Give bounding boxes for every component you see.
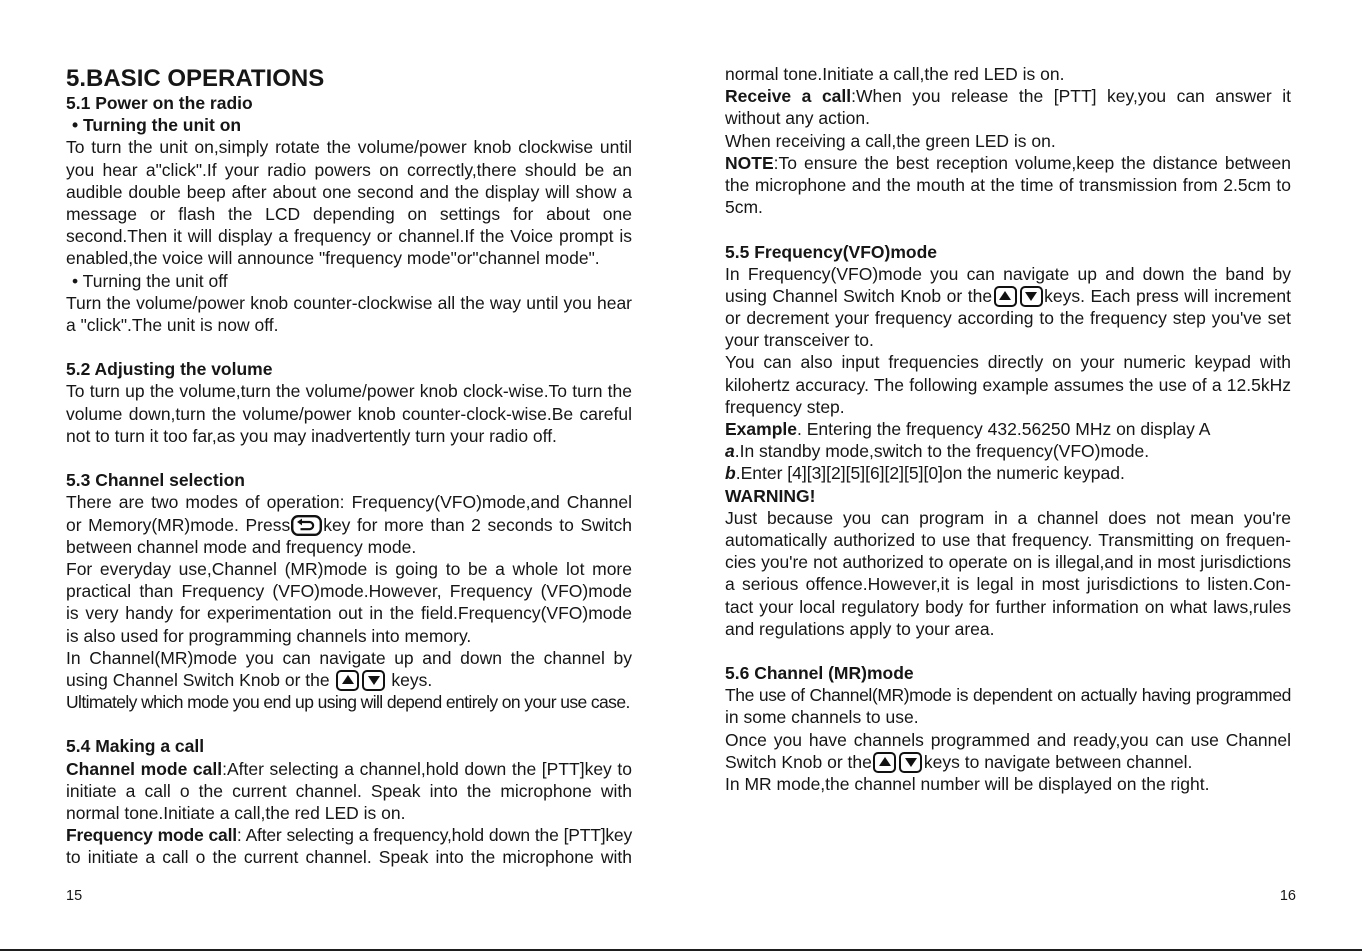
text-run: . Entering the frequency 432.56250 MHz on display A: [796, 419, 1211, 439]
text-line: [66, 514, 632, 536]
text-line: There are two modes of operation: Frequency(VFO)mode,and Channel: [66, 492, 632, 513]
text-line: To turn up the volume,turn the volume/power knob clock-wise.To turn the: [66, 381, 632, 402]
text-line: Ultimately which mode you end up using will depend entirely on your use case.: [66, 692, 630, 713]
text-line: audible double beep after about one second and the display will show a: [66, 181, 632, 202]
bold-text-run: Channel mode call: [66, 758, 223, 779]
paragraph: [66, 647, 632, 691]
return-arrow-glyph: [291, 515, 322, 536]
down-triangle-glyph: [905, 758, 917, 767]
section-heading: 5.2 Adjusting the volume: [66, 359, 273, 380]
bold-text-run: Frequency mode call: [66, 825, 237, 846]
text-run: or Memory(MR)mode. Press: [66, 514, 291, 535]
text-line: the microphone and the mouth at the time of transmission from 2.5cm to: [725, 174, 1291, 195]
text-line: practical than Frequency (VFO)mode.However, Frequency (VFO)mode: [66, 581, 632, 602]
text-run: keys. Each press will increment: [1044, 285, 1291, 306]
down-key-icon: [899, 752, 922, 773]
text-line: kilohertz accuracy. The following example assumes the use of a 12.5kHz: [725, 374, 1291, 395]
text-line: In MR mode,the channel number will be displayed on the right.: [725, 774, 1210, 794]
bottom-edge-line: [0, 949, 1362, 951]
paragraph: [725, 63, 1291, 85]
paragraph: [725, 507, 1291, 640]
section-heading: 5.3 Channel selection: [66, 470, 245, 491]
text-line: enabled,the voice will announce "frequency mode"or"channel mode".: [66, 248, 600, 269]
paragraph: [725, 85, 1291, 129]
text-line: without any action.: [725, 108, 870, 129]
text-line: For everyday use,Channel (MR)mode is going to be a whole lot more: [66, 558, 632, 579]
text-run: .In standby mode,switch to the frequency(VFO)mode.: [734, 441, 1150, 462]
text-line: second.Then it will display a frequency or channel.If the Voice prompt is: [66, 226, 632, 247]
text-line: volume down,turn the volume/power knob counter-clock-wise.Be careful: [66, 403, 632, 424]
bullet-item: [66, 270, 632, 292]
up-triangle-glyph: [879, 757, 891, 766]
text-line: The use of Channel(MR)mode is dependent on actually having programmed: [725, 685, 1291, 706]
step-letter: b: [725, 463, 736, 484]
bold-text-run: • Turning the unit on: [72, 115, 242, 136]
page-number: 16: [1279, 888, 1296, 904]
down-key-icon: [362, 670, 385, 691]
paragraph: [725, 418, 1291, 440]
bold-text-run: Example: [725, 419, 797, 439]
text-line: normal tone.Initiate a call,the red LED is on.: [66, 803, 406, 823]
right-page: [681, 0, 1362, 952]
text-line: [725, 485, 1291, 507]
paragraph: [66, 380, 632, 447]
return-key-icon: [291, 515, 322, 536]
text-line: [725, 462, 1291, 484]
text-run: keys to navigate between channel.: [923, 751, 1193, 772]
bold-text-run: NOTE: [725, 152, 774, 173]
text-run: key for more than 2 seconds to Switch: [323, 514, 633, 535]
down-key-icon: [1020, 286, 1043, 307]
text-line: In Frequency(VFO)mode you can navigate up and down the band by: [725, 263, 1291, 284]
text-line: [66, 824, 632, 846]
paragraph: [66, 136, 632, 269]
text-line: [66, 114, 632, 136]
paragraph: [725, 152, 1291, 219]
text-line: [725, 152, 1291, 174]
paragraph: [66, 824, 632, 868]
text-line: in some channels to use.: [725, 707, 919, 728]
paragraph: [66, 292, 632, 336]
page-content: [725, 63, 1291, 795]
paragraph: [66, 691, 632, 713]
text-line: a "click".The unit is now off.: [66, 314, 279, 335]
section-heading: 5.4 Making a call: [66, 736, 205, 757]
text-line: Just because you can program in a channel does not mean you're: [725, 507, 1291, 528]
text-line: You can also input frequencies directly on your numeric keypad with: [725, 352, 1291, 373]
paragraph: [725, 440, 1291, 462]
down-triangle-glyph: [1025, 292, 1037, 301]
text-line: Turn the volume/power knob counter-clockwise all the way until you hear: [66, 292, 632, 313]
text-line: [725, 85, 1291, 107]
text-line: When receiving a call,the green LED is on.: [725, 130, 1056, 151]
text-line: In Channel(MR)mode you can navigate up and down the channel by: [66, 647, 632, 668]
paragraph: [725, 729, 1291, 773]
paragraph: [725, 263, 1291, 352]
text-line: tact your local regulatory body for further information on what laws,rules: [725, 596, 1291, 617]
paragraph: [725, 773, 1291, 795]
text-run: using Channel Switch Knob or the: [725, 285, 993, 306]
bold-text-run: Receive a call: [725, 86, 852, 107]
text-line: [66, 669, 632, 691]
text-line: frequency step.: [725, 396, 845, 417]
text-run: using Channel Switch Knob or the: [66, 669, 335, 690]
section-heading: 5.5 Frequency(VFO)mode: [725, 241, 937, 262]
text-line: cies you're not authorized to operate on is illegal,and in most jurisdictions: [725, 552, 1291, 573]
text-line: to initiate a call o the current channel. Speak into the microphone with: [66, 847, 632, 868]
page-content: [66, 66, 632, 869]
paragraph: [66, 491, 632, 558]
text-run: Switch Knob or the: [725, 751, 872, 772]
text-line: is also used for programming channels into memory.: [66, 625, 472, 646]
text-line: [725, 440, 1291, 462]
paragraph: [66, 758, 632, 825]
text-line: [725, 751, 1291, 773]
paragraph: [725, 485, 1291, 507]
text-line: normal tone.Initiate a call,the red LED is on.: [725, 64, 1065, 84]
text-run: :When you release the [PTT] key,you can answer it: [851, 86, 1291, 107]
chapter-title: 5.BASIC OPERATIONS: [66, 65, 325, 92]
paragraph: [66, 558, 632, 647]
section-heading: 5.6 Channel (MR)mode: [725, 663, 914, 684]
text-line: not to turn it too far,as you may inadvertently turn your radio off.: [66, 425, 557, 446]
text-run: :After selecting a channel,hold down the [PTT]key to: [222, 758, 633, 779]
section-heading: 5.1 Power on the radio: [66, 93, 253, 113]
up-key-icon: [994, 286, 1017, 307]
up-key-icon: [336, 670, 359, 691]
text-line: and regulations apply to your area.: [725, 618, 995, 639]
text-line: [66, 758, 632, 780]
text-line: is very handy for experimentation out in the field.Frequency(VFO)mode: [66, 603, 632, 624]
text-run: : After selecting a frequency,hold down the [PTT]key: [236, 825, 632, 846]
up-triangle-glyph: [999, 291, 1011, 300]
text-line: [725, 285, 1291, 307]
up-triangle-glyph: [342, 675, 354, 684]
text-line: you hear a"click".If your radio powers on correctly,there should be an: [66, 159, 632, 180]
text-line: initiate a call o the current channel. Speak into the microphone with: [66, 780, 632, 801]
text-run: .Enter [4][3][2][5][6][2][5][0]on the numeric keypad.: [735, 463, 1125, 484]
down-triangle-glyph: [368, 676, 380, 685]
text-line: a serious offence.However,it is legal in most jurisdictions to listen.Con-: [725, 574, 1291, 595]
step-letter: a: [725, 441, 735, 462]
text-line: • Turning the unit off: [72, 270, 228, 291]
paragraph: [725, 351, 1291, 418]
up-key-icon: [873, 752, 896, 773]
bullet-item: [66, 114, 632, 136]
text-line: between channel mode and frequency mode.: [66, 536, 417, 557]
text-line: [725, 418, 1291, 440]
text-line: message or flash the LCD depending on settings for about one: [66, 203, 632, 224]
paragraph: [725, 684, 1291, 728]
text-line: 5cm.: [725, 197, 763, 218]
text-line: your transceiver to.: [725, 330, 874, 351]
text-line: Once you have channels programmed and ready,you can use Channel: [725, 729, 1291, 750]
text-line: To turn the unit on,simply rotate the volume/power knob clockwise until: [66, 137, 632, 158]
paragraph: [725, 462, 1291, 484]
text-line: or decrement your frequency according to the frequency step you've set: [725, 308, 1291, 329]
text-line: automatically authorized to use that frequency. Transmitting on frequen-: [725, 529, 1291, 550]
bold-text-run: WARNING!: [725, 485, 816, 506]
paragraph: [725, 130, 1291, 152]
page-number: 15: [66, 888, 83, 904]
text-run: keys.: [386, 669, 433, 690]
text-run: :To ensure the best reception volume,keep the distance between: [773, 152, 1291, 173]
